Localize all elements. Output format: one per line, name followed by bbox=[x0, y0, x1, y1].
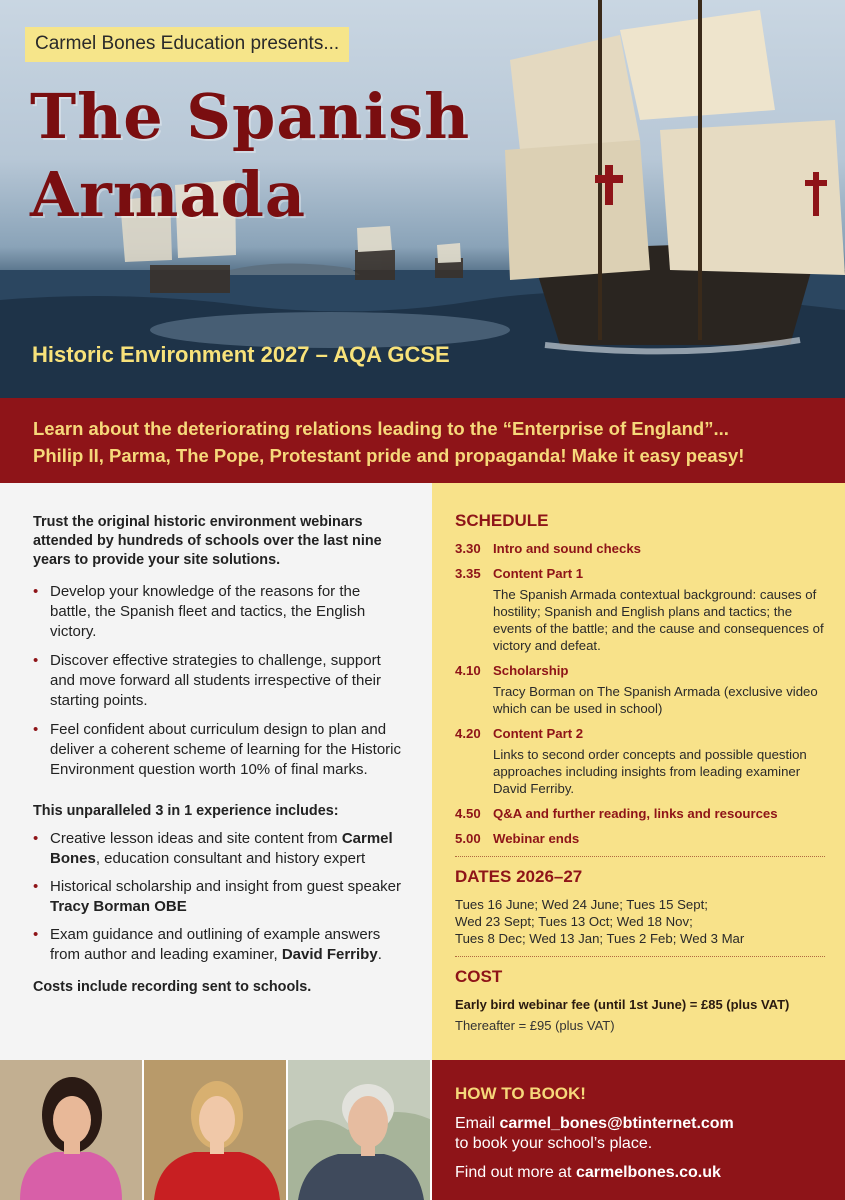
cost-heading: COST bbox=[455, 967, 503, 986]
speaker-photo-carmel-bones bbox=[0, 1060, 144, 1200]
include-item: • Creative lesson ideas and site content from Carmel Bones, education consultant and history expert bbox=[33, 829, 402, 869]
dates-heading: DATES 2026–27 bbox=[455, 867, 583, 886]
schedule-time: 3.30 bbox=[455, 541, 481, 556]
website-line: Find out more at carmelbones.co.uk bbox=[455, 1164, 721, 1181]
person-illustration bbox=[144, 1060, 288, 1200]
early-bird-price: Early bird webinar fee (until 1st June) = £85 (plus VAT) bbox=[455, 997, 790, 1012]
include-item: • Historical scholarship and insight from guest speaker Tracy Borman OBE bbox=[33, 877, 402, 917]
schedule-time: 3.35 bbox=[455, 566, 481, 581]
email-link[interactable]: carmel_bones@btinternet.com bbox=[499, 1115, 734, 1132]
email-line: Email carmel_bones@btinternet.com bbox=[455, 1115, 734, 1132]
schedule-label: Content Part 2 bbox=[493, 726, 584, 741]
title-line-1: The Spanish bbox=[30, 80, 471, 153]
benefit-item: • Develop your knowledge of the reasons for the battle, the Spanish fleet and tactics, the English victory. bbox=[33, 582, 402, 642]
schedule-item bbox=[455, 565, 825, 582]
schedule-time: 4.50 bbox=[455, 806, 481, 821]
speaker-photo-david-ferriby bbox=[288, 1060, 432, 1200]
schedule-item bbox=[455, 805, 825, 822]
website-link[interactable]: carmelbones.co.uk bbox=[575, 1164, 721, 1181]
costs-note: Costs include recording sent to schools. bbox=[33, 979, 312, 995]
schedule-heading: SCHEDULE bbox=[455, 511, 549, 530]
tagline-line-1: Learn about the deteriorating relations leading to the “Enterprise of England”... bbox=[33, 418, 729, 439]
dates-line: Tues 8 Dec; Wed 13 Jan; Tues 2 Feb; Wed 3 Mar bbox=[455, 931, 745, 946]
hero-subtitle: Historic Environment 2027 – AQA GCSE bbox=[32, 342, 450, 367]
schedule-item bbox=[455, 725, 825, 742]
schedule-label: Q&A and further reading, links and resources bbox=[493, 806, 778, 821]
standard-price: Thereafter = £95 (plus VAT) bbox=[455, 1018, 615, 1033]
how-to-book-heading: HOW TO BOOK! bbox=[455, 1084, 586, 1103]
schedule-label: Content Part 1 bbox=[493, 566, 584, 581]
schedule-item bbox=[455, 662, 825, 679]
divider bbox=[455, 956, 825, 957]
speaker-photo-tracy-borman bbox=[144, 1060, 288, 1200]
benefit-item: • Feel confident about curriculum design to plan and deliver a coherent scheme of learning for the Historic Environment question worth 10% of final marks. bbox=[33, 720, 402, 780]
dates-line: Tues 16 June; Wed 24 June; Tues 15 Sept; bbox=[455, 897, 708, 912]
schedule-description: Tracy Borman on The Spanish Armada (exclusive video which can be used in school) bbox=[493, 684, 818, 716]
dates-list bbox=[455, 896, 825, 947]
schedule-description: The Spanish Armada contextual background: causes of hostility; Spanish and English plans and tactics; the events of the battle; and the cause and consequences of victory and defeat. bbox=[493, 587, 824, 653]
page-title bbox=[30, 78, 470, 234]
schedule-label: Webinar ends bbox=[493, 831, 580, 846]
presenter-label: Carmel Bones Education presents... bbox=[25, 27, 349, 62]
benefits-list bbox=[33, 582, 402, 780]
benefits-column bbox=[0, 483, 432, 1060]
title-line-2: Armada bbox=[30, 158, 307, 231]
schedule-time: 4.20 bbox=[455, 726, 481, 741]
divider bbox=[455, 856, 825, 857]
dates-line: Wed 23 Sept; Tues 13 Oct; Wed 18 Nov; bbox=[455, 914, 693, 929]
speaker-photos bbox=[0, 1060, 432, 1200]
schedule-item bbox=[455, 830, 825, 847]
includes-list bbox=[33, 829, 402, 965]
schedule-label: Scholarship bbox=[493, 663, 569, 678]
person-illustration bbox=[0, 1060, 144, 1200]
includes-heading: This unparalleled 3 in 1 experience includes: bbox=[33, 803, 339, 819]
schedule-description: Links to second order concepts and possible question approaches including insights from leading examiner David Ferriby. bbox=[493, 747, 807, 796]
tagline-banner bbox=[0, 398, 845, 483]
schedule-time: 5.00 bbox=[455, 831, 481, 846]
hero-banner bbox=[0, 0, 845, 398]
intro-text: Trust the original historic environment webinars attended by hundreds of schools over the last nine years to provide your site solutions. bbox=[33, 514, 382, 568]
booking-instruction: to book your school’s place. bbox=[455, 1135, 653, 1152]
benefit-item: • Discover effective strategies to challenge, support and move forward all students irrespective of their starting points. bbox=[33, 651, 402, 711]
schedule-label: Intro and sound checks bbox=[493, 541, 642, 556]
include-item: • Exam guidance and outlining of example answers from author and leading examiner, David Ferriby. bbox=[33, 925, 402, 965]
schedule-item bbox=[455, 540, 825, 557]
person-illustration bbox=[288, 1060, 432, 1200]
schedule-column bbox=[432, 483, 845, 1060]
how-to-book-panel bbox=[432, 1060, 845, 1200]
tagline-line-2: Philip II, Parma, The Pope, Protestant pride and propaganda! Make it easy peasy! bbox=[33, 445, 745, 466]
schedule-time: 4.10 bbox=[455, 663, 481, 678]
